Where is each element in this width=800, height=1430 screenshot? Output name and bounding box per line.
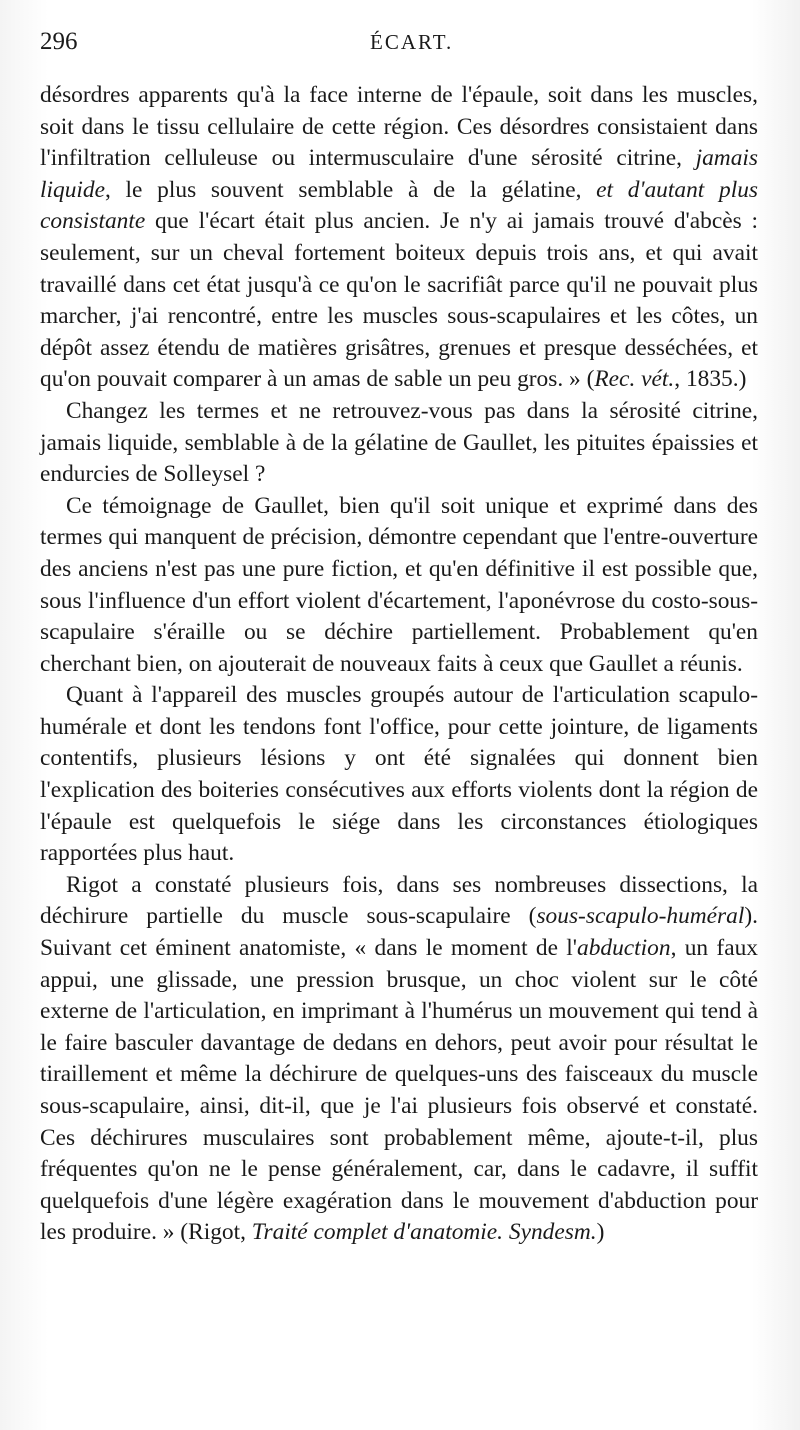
- italic-run: et d'autant plus consistante: [40, 176, 759, 235]
- italic-run: abduction: [577, 935, 671, 962]
- paragraph-4: [40, 680, 758, 870]
- italic-run: sous-scapulo-huméral: [536, 903, 745, 930]
- page-header: [40, 28, 758, 80]
- text-run: désordres apparents qu'à la face interne de l'épaule, soit dans les muscles, soit dans le tissu cellulaire de cette région. Ces désordres consistaient dans l'infiltration celluleuse ou intermusculaire d'une sérosité citrine,: [40, 82, 758, 172]
- body-text: [40, 80, 758, 1249]
- paragraph-3: [40, 491, 758, 681]
- text-run: , le plus souvent semblable à de la gélatine,: [104, 176, 597, 203]
- text-run: Changez les termes et ne retrouvez-vous pas dans la sérosité citrine, jamais liquide, semblable à de la gélatine de Gaullet, les pituites épaissies et endurcies de Solleysel ?: [40, 397, 758, 488]
- running-head: ÉCART.: [370, 30, 454, 54]
- text-run: Quant à l'appareil des muscles groupés autour de l'articulation scapulo-humérale et dont les tendons font l'office, pour cette jointure, de ligaments contentifs, plusieurs lésions y ont été signalées qui donnent bien l'explication des boiteries consécutives aux efforts violents dont la région de l'épaule est quelquefois le siége dans les circonstances étiologiques rapportées plus haut.: [40, 682, 758, 867]
- text-run: que l'écart était plus ancien. Je n'y ai jamais trouvé d'abcès : seulement, sur un cheval fortement boiteux depuis trois ans, et qui avait travaillé dans cet état jusqu'à ce qu'on le sacrifiât parce qu'il ne pouvait plus marcher, j'ai rencontré, entre les muscles sous-scapulaires et les côtes, un dépôt assez étendu de matières grisâtres, grenues et presque desséchées, et qu'on pouvait comparer à un amas de sable un peu gros. » (: [40, 208, 758, 393]
- paragraph-2: [40, 396, 758, 491]
- paragraph-5: [40, 870, 758, 1249]
- text-run: Ce témoignage de Gaullet, bien qu'il soit unique et exprimé dans des termes qui manquent de précision, démontre cependant que l'entre-ouverture des anciens n'est pas une pure fiction, et qu'en définitive il est possible que, sous l'influence d'un effort violent d'écartement, l'aponévrose du costo-sous-scapulaire s'éraille ou se déchire partiellement. Probablement qu'en cherchant bien, on ajouterait de nouveaux faits à ceux que Gaullet a réunis.: [40, 492, 758, 677]
- text-run: ): [596, 1219, 605, 1246]
- text-run: , un faux appui, une glissade, une pression brusque, un choc violent sur le côté externe de l'articulation, en imprimant à l'humérus un mouvement qui tend à le faire basculer davantage de dedans en dehors, peut avoir pour résultat le tiraillement et même la déchirure de quelques-uns des faisceaux du muscle sous-scapulaire, ainsi, dit-il, que je l'ai plusieurs fois observé et constaté. Ces déchirures musculaires sont probablement même, ajoute-t-il, plus fréquentes qu'on ne le pense généralement, car, dans le cadavre, il suffit quelquefois d'une légère exagération dans le mouvement d'abduction pour les produire. » (Rigot,: [40, 935, 758, 1246]
- text-run: ). Suivant cet éminent anatomiste, « dans le moment de l': [40, 903, 758, 962]
- text-run: Rigot a constaté plusieurs fois, dans ses nombreuses dissections, la déchirure partielle du muscle sous-scapulaire (: [40, 871, 758, 930]
- italic-run: jamais liquide: [40, 145, 758, 203]
- text-run: , 1835.): [674, 366, 747, 393]
- italic-run: Traité complet d'anatomie. Syndesm.: [251, 1219, 597, 1246]
- italic-run: Rec. vét.: [594, 366, 675, 393]
- paragraph-1: [40, 80, 758, 396]
- page-number: 296: [40, 28, 78, 55]
